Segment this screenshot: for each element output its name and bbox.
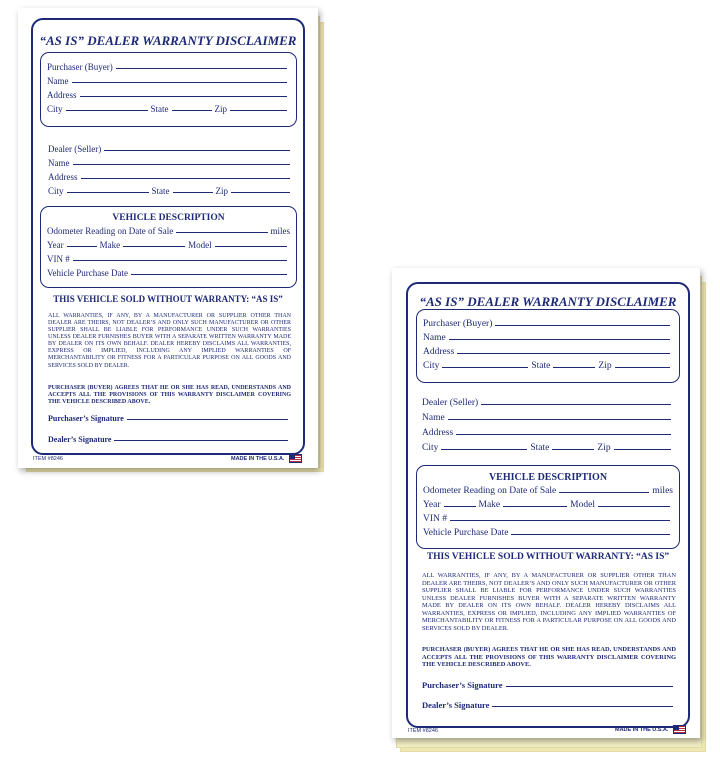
purchaser-state-field[interactable]: [553, 367, 595, 368]
purchase-date-row: [423, 528, 673, 538]
purchaser-zip-field[interactable]: [615, 367, 670, 368]
vin-row: [47, 254, 290, 264]
dealer-state-field[interactable]: [173, 192, 213, 193]
form-sheet: [18, 8, 318, 468]
dealer-signature-row: [48, 435, 291, 444]
city-label: City: [423, 361, 440, 371]
dealer-label: Dealer (Seller): [48, 144, 102, 154]
dealer-signature-label: Dealer’s Signature: [422, 700, 490, 710]
purchaser-name-field[interactable]: [72, 82, 288, 83]
zip-label: Zip: [215, 186, 229, 196]
name-label: Name: [422, 413, 445, 423]
address-label: Address: [48, 172, 78, 182]
purchaser-city-field[interactable]: [442, 367, 528, 368]
dealer-address-row: [422, 428, 674, 438]
dealer-signature-field[interactable]: [492, 706, 673, 707]
purchaser-row: [423, 319, 673, 329]
city-row: [47, 104, 290, 114]
dealer-zip-field[interactable]: [614, 449, 671, 450]
vehicle-heading: VEHICLE DESCRIPTION: [488, 472, 608, 483]
make-label: Make: [478, 500, 501, 510]
purchaser-address-field[interactable]: [80, 96, 288, 97]
purchaser-box: [40, 52, 297, 127]
odometer-field[interactable]: [176, 232, 267, 233]
dealer-name-field[interactable]: [448, 419, 671, 420]
purchaser-signature-row: [48, 414, 291, 423]
purchaser-signature-field[interactable]: [127, 419, 288, 420]
city-label: City: [422, 443, 439, 453]
sold-as-is-heading: THIS VEHICLE SOLD WITHOUT WARRANTY: “AS IS”: [53, 294, 283, 304]
vin-label: VIN #: [47, 254, 70, 264]
made-in-text: MADE IN THE U.S.A.: [614, 726, 669, 733]
purchase-date-field[interactable]: [511, 534, 670, 535]
agreement-text: PURCHASER (BUYER) AGREES THAT HE OR SHE HAS READ, UNDERSTANDS AND ACCEPTS ALL THE PROVISIONS OF THIS WARRANTY DISCLAIMER COVERING THE VEHICLE DESCRIBED ABOVE.: [422, 646, 676, 669]
form-title: “AS IS” DEALER WARRANTY DISCLAIMER: [419, 294, 677, 309]
miles-label: miles: [270, 226, 290, 236]
vehicle-box: [416, 465, 680, 549]
dealer-name-field[interactable]: [73, 164, 291, 165]
purchase-date-label: Vehicle Purchase Date: [47, 268, 128, 278]
dealer-signature-field[interactable]: [114, 440, 288, 441]
model-label: Model: [188, 240, 212, 250]
make-field[interactable]: [123, 246, 185, 247]
vin-field[interactable]: [450, 520, 670, 521]
make-field[interactable]: [503, 506, 567, 507]
purchaser-name-field[interactable]: [449, 339, 670, 340]
item-number: ITEM #8246: [33, 456, 63, 462]
make-label: Make: [99, 240, 121, 250]
odometer-row: [47, 226, 290, 236]
state-label: State: [151, 186, 170, 196]
address-label: Address: [422, 428, 454, 438]
year-make-model-row: [47, 240, 290, 250]
year-field[interactable]: [444, 506, 476, 507]
purchaser-signature-row: [422, 680, 676, 690]
dealer-name-row: [422, 413, 674, 423]
odometer-label: Odometer Reading on Date of Sale: [423, 486, 557, 496]
purchase-date-row: [47, 268, 290, 278]
city-row: [423, 361, 673, 371]
disclaimer-text: ALL WARRANTIES, IF ANY, BY A MANUFACTURER OR SUPPLIER OTHER THAN DEALER ARE THEIRS, NOT DEALER’S AND ONLY SUCH MANUFACTURER OR OTHER SUPPLIER SHALL BE LIABLE FOR PERFORMANCE UNDER SUCH WARRANTIES UNLESS DEALER FURNISHES BUYER WITH A SEPARATE WRITTEN WARRANTY MADE BY DEALER ON ITS OWN BEHALF. DEALER HEREBY DISCLAIMS ALL WARRANTIES, EXPRESS OR IMPLIED, INCLUDING ANY IMPLIED WARRANTIES OF MERCHANTABILITY OR FITNESS FOR A PARTICULAR PURPOSE ON ALL GOODS AND SERVICES SOLD BY DEALER.: [48, 313, 291, 369]
dealer-signature-label: Dealer’s Signature: [48, 435, 112, 444]
purchase-date-field[interactable]: [131, 274, 287, 275]
purchaser-field[interactable]: [116, 68, 287, 69]
dealer-name-row: [48, 158, 293, 168]
address-label: Address: [423, 347, 455, 357]
name-label: Name: [47, 76, 69, 86]
miles-label: miles: [652, 486, 673, 496]
model-label: Model: [570, 500, 595, 510]
purchaser-label: Purchaser (Buyer): [423, 319, 493, 329]
year-label: Year: [47, 240, 64, 250]
year-make-model-row: [423, 500, 673, 510]
sold-as-is-heading: THIS VEHICLE SOLD WITHOUT WARRANTY: “AS IS”: [426, 552, 670, 562]
form-sheet: [392, 268, 700, 738]
dealer-city-field[interactable]: [67, 192, 149, 193]
purchaser-field[interactable]: [495, 325, 670, 326]
purchase-date-label: Vehicle Purchase Date: [423, 528, 509, 538]
purchaser-row: [47, 62, 290, 72]
dealer-address-field[interactable]: [81, 178, 291, 179]
vin-field[interactable]: [73, 260, 287, 261]
name-label: Name: [48, 158, 70, 168]
name-label: Name: [423, 333, 446, 343]
dealer-city-row: [48, 186, 293, 196]
model-field[interactable]: [215, 246, 287, 247]
dealer-city-field[interactable]: [441, 449, 527, 450]
year-label: Year: [423, 500, 441, 510]
odometer-label: Odometer Reading on Date of Sale: [47, 226, 174, 236]
vehicle-box: [40, 206, 297, 288]
vehicle-heading: VEHICLE DESCRIPTION: [112, 213, 225, 223]
agreement-text: PURCHASER (BUYER) AGREES THAT HE OR SHE HAS READ, UNDERSTANDS AND ACCEPTS ALL THE PROVISIONS OF THIS WARRANTY DISCLAIMER COVERING THE VEHICLE DESCRIBED ABOVE.: [48, 385, 291, 406]
state-label: State: [530, 443, 550, 453]
made-in-label: [231, 454, 302, 463]
us-flag-icon: [289, 454, 302, 463]
dealer-city-row: [422, 443, 674, 453]
item-number: ITEM #8246: [408, 728, 438, 734]
address-row: [423, 347, 673, 357]
vin-row: [423, 514, 673, 524]
city-label: City: [48, 186, 64, 196]
vin-label: VIN #: [423, 514, 448, 524]
dealer-address-field[interactable]: [456, 434, 671, 435]
purchaser-address-field[interactable]: [457, 353, 670, 354]
city-label: City: [47, 104, 63, 114]
state-label: State: [531, 361, 551, 371]
model-field[interactable]: [598, 506, 670, 507]
made-in-text: MADE IN THE U.S.A.: [230, 455, 285, 462]
address-row: [47, 90, 290, 100]
name-row: [423, 333, 673, 343]
dealer-field[interactable]: [481, 404, 671, 405]
form-pad-2: [392, 268, 700, 738]
purchaser-state-field[interactable]: [172, 110, 212, 111]
form-frame: [406, 282, 690, 728]
disclaimer-text: ALL WARRANTIES, IF ANY, BY A MANUFACTURER OR SUPPLIER OTHER THAN DEALER ARE THEIRS, NOT DEALER’S AND ONLY SUCH MANUFACTURER OR OTHER SUPPLIER SHALL BE LIABLE FOR PERFORMANCE UNDER SUCH WARRANTIES UNLESS DEALER FURNISHES BUYER WITH A SEPARATE WRITTEN WARRANTY MADE BY DEALER ON ITS OWN BEHALF. DEALER HEREBY DISCLAIMS ALL WARRANTIES, EXPRESS OR IMPLIED, INCLUDING ANY IMPLIED WARRANTIES OF MERCHANTABILITY OR FITNESS FOR A PARTICULAR PURPOSE ON ALL GOODS AND SERVICES SOLD BY DEALER.: [422, 572, 676, 632]
us-flag-icon: [673, 725, 686, 734]
odometer-field[interactable]: [559, 492, 649, 493]
form-title: “AS IS” DEALER WARRANTY DISCLAIMER: [39, 33, 297, 48]
dealer-field[interactable]: [104, 150, 290, 151]
purchaser-label: Purchaser (Buyer): [47, 62, 113, 72]
purchaser-zip-field[interactable]: [230, 110, 287, 111]
zip-label: Zip: [597, 443, 611, 453]
year-field[interactable]: [67, 246, 97, 247]
dealer-address-row: [48, 172, 293, 182]
dealer-state-field[interactable]: [552, 449, 594, 450]
purchaser-signature-field[interactable]: [506, 686, 673, 687]
purchaser-signature-label: Purchaser’s Signature: [422, 680, 503, 690]
state-label: State: [150, 104, 169, 114]
zip-label: Zip: [598, 361, 612, 371]
made-in-label: [615, 725, 686, 734]
name-row: [47, 76, 290, 86]
purchaser-city-field[interactable]: [66, 110, 148, 111]
odometer-row: [423, 486, 673, 496]
form-frame: [31, 18, 305, 455]
address-label: Address: [47, 90, 77, 100]
dealer-signature-row: [422, 700, 676, 710]
dealer-label: Dealer (Seller): [422, 398, 479, 408]
dealer-row: [422, 398, 674, 408]
zip-label: Zip: [214, 104, 228, 114]
purchaser-box: [416, 309, 680, 383]
form-pad-1: [18, 8, 318, 468]
dealer-row: [48, 144, 293, 154]
purchaser-signature-label: Purchaser’s Signature: [48, 414, 124, 423]
dealer-zip-field[interactable]: [231, 192, 290, 193]
